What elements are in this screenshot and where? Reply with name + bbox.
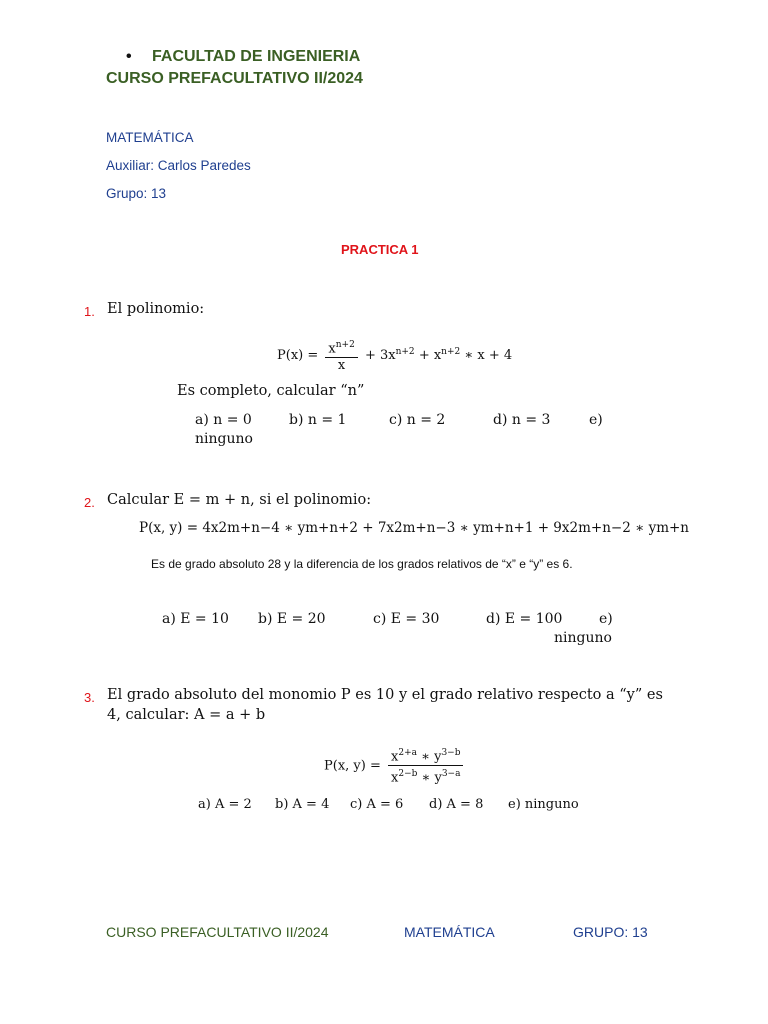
- option-1d: d) n = 3: [493, 412, 551, 428]
- option-3e: e) ninguno: [508, 797, 579, 812]
- bullet-icon: •: [126, 48, 132, 65]
- question-1-prompt: Es completo, calcular “n”: [177, 383, 365, 399]
- course-title: CURSO PREFACULTATIVO II/2024: [106, 70, 363, 87]
- option-2d: d) E = 100: [486, 611, 563, 627]
- subject-label: MATEMÁTICA: [106, 130, 194, 145]
- option-2b: b) E = 20: [258, 611, 326, 627]
- question-number-3: 3.: [84, 690, 95, 705]
- question-number-2: 2.: [84, 495, 95, 510]
- fraction: $\frac{x^{2+a} ∗ y^{3-b}}{x^{2-b} ∗ y^{3-a}}$: [388, 745, 463, 787]
- group-label: Grupo: 13: [106, 186, 167, 201]
- option-1b: b) n = 1: [289, 412, 347, 428]
- footer-subject: MATEMÁTICA: [404, 924, 495, 940]
- faculty-title: FACULTAD DE INGENIERIA: [152, 48, 361, 65]
- option-1e: e): [589, 412, 603, 428]
- question-3-text-line2: 4, calcular: A = a + b: [107, 707, 266, 723]
- question-3-text-line1: El grado absoluto del monomio P es 10 y el grado relativo respecto a “y” es: [107, 687, 663, 703]
- question-3-formula: P(x, y) = $\frac{x^{2+a} ∗ y^{3-b}}{x^{2-b} ∗ y^{3-a}}$: [324, 745, 466, 787]
- footer-group: GRUPO: 13: [573, 924, 648, 940]
- fraction: $\frac{x^{n+2}}{x}$: [325, 337, 357, 374]
- question-1-text: El polinomio:: [107, 301, 205, 317]
- option-2e-cont: ninguno: [554, 630, 612, 646]
- question-number-1: 1.: [84, 304, 95, 319]
- option-2c: c) E = 30: [373, 611, 440, 627]
- option-1c: c) n = 2: [389, 412, 446, 428]
- option-2a: a) E = 10: [162, 611, 229, 627]
- question-1-formula: P(x) = $\frac{x^{n+2}}{x}$ + $3x^{n+2} + x^{n+2}$ ∗ x + 4: [277, 337, 512, 374]
- option-3d: d) A = 8: [429, 797, 484, 812]
- question-2-formula: P(x, y) = 4x2m+n−4 ∗ ym+n+2 + 7x2m+n−3 ∗ ym+n+1 + 9x2m+n−2 ∗ ym+n: [139, 520, 689, 536]
- question-2-text: Calcular E = m + n, si el polinomio:: [107, 492, 372, 508]
- option-3a: a) A = 2: [198, 797, 252, 812]
- option-2e: e): [599, 611, 613, 627]
- assistant-label: Auxiliar: Carlos Paredes: [106, 158, 251, 173]
- option-1e-cont: ninguno: [195, 431, 253, 447]
- question-2-note: Es de grado absoluto 28 y la diferencia de los grados relativos de “x” e “y” es 6.: [151, 557, 573, 571]
- option-1a: a) n = 0: [195, 412, 252, 428]
- footer-course: CURSO PREFACULTATIVO II/2024: [106, 924, 329, 940]
- option-3c: c) A = 6: [350, 797, 404, 812]
- practice-title: PRACTICA 1: [341, 242, 419, 257]
- option-3b: b) A = 4: [275, 797, 330, 812]
